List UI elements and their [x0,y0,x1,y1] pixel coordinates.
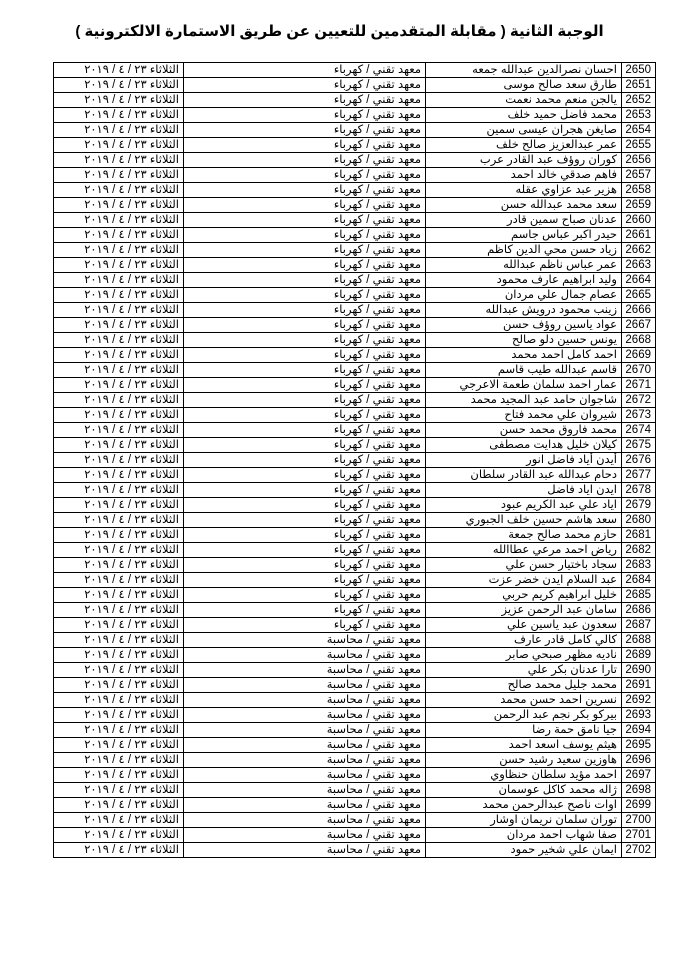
institute-cell: معهد تقني / كهرباء [184,213,426,228]
institute-cell: معهد تقني / كهرباء [184,198,426,213]
institute-cell: معهد تقني / كهرباء [184,333,426,348]
table-row [54,228,656,243]
applicant-name-cell: قاسم عبدالله طيب قاسم [426,363,622,378]
row-number-cell: 2664 [622,273,656,288]
row-number-cell: 2697 [622,768,656,783]
row-number-cell: 2696 [622,753,656,768]
applicant-name-cell: ژاله محمد كاكل عوسمان [426,783,622,798]
interview-date-cell: الثلاثاء ٢٣ / ٤ / ٢٠١٩ [54,633,184,648]
row-number-cell: 2655 [622,138,656,153]
row-number-cell: 2700 [622,813,656,828]
institute-cell: معهد تقني / كهرباء [184,573,426,588]
interview-date-cell: الثلاثاء ٢٣ / ٤ / ٢٠١٩ [54,498,184,513]
institute-cell: معهد تقني / محاسبة [184,693,426,708]
interview-date-cell: الثلاثاء ٢٣ / ٤ / ٢٠١٩ [54,783,184,798]
interview-date-cell: الثلاثاء ٢٣ / ٤ / ٢٠١٩ [54,168,184,183]
row-number-cell: 2656 [622,153,656,168]
table-row [54,828,656,843]
interview-date-cell: الثلاثاء ٢٣ / ٤ / ٢٠١٩ [54,648,184,663]
interview-date-cell: الثلاثاء ٢٣ / ٤ / ٢٠١٩ [54,843,184,858]
table-row [54,633,656,648]
institute-cell: معهد تقني / كهرباء [184,363,426,378]
institute-cell: معهد تقني / كهرباء [184,588,426,603]
applicant-name-cell: عواد ياسين روؤف حسن [426,318,622,333]
interview-date-cell: الثلاثاء ٢٣ / ٤ / ٢٠١٩ [54,363,184,378]
institute-cell: معهد تقني / كهرباء [184,528,426,543]
institute-cell: معهد تقني / كهرباء [184,168,426,183]
table-row [54,243,656,258]
row-number-cell: 2654 [622,123,656,138]
row-number-cell: 2667 [622,318,656,333]
row-number-cell: 2662 [622,243,656,258]
interview-date-cell: الثلاثاء ٢٣ / ٤ / ٢٠١٩ [54,303,184,318]
interview-date-cell: الثلاثاء ٢٣ / ٤ / ٢٠١٩ [54,93,184,108]
interview-date-cell: الثلاثاء ٢٣ / ٤ / ٢٠١٩ [54,708,184,723]
interview-date-cell: الثلاثاء ٢٣ / ٤ / ٢٠١٩ [54,573,184,588]
table-row [54,123,656,138]
institute-cell: معهد تقني / محاسبة [184,648,426,663]
table-row [54,213,656,228]
table-row [54,408,656,423]
interview-date-cell: الثلاثاء ٢٣ / ٤ / ٢٠١٩ [54,693,184,708]
row-number-cell: 2652 [622,93,656,108]
institute-cell: معهد تقني / كهرباء [184,513,426,528]
interview-date-cell: الثلاثاء ٢٣ / ٤ / ٢٠١٩ [54,138,184,153]
applicant-name-cell: اوات ناصح عبدالرحمن محمد [426,798,622,813]
applicant-name-cell: سعد محمد عبدالله حسن [426,198,622,213]
table-row [54,108,656,123]
institute-cell: معهد تقني / محاسبة [184,723,426,738]
row-number-cell: 2660 [622,213,656,228]
applicant-name-cell: طارق سعد صالح موسى [426,78,622,93]
applicant-name-cell: ايمان علي شخير حمود [426,843,622,858]
interview-date-cell: الثلاثاء ٢٣ / ٤ / ٢٠١٩ [54,678,184,693]
interview-date-cell: الثلاثاء ٢٣ / ٤ / ٢٠١٩ [54,378,184,393]
row-number-cell: 2681 [622,528,656,543]
row-number-cell: 2673 [622,408,656,423]
institute-cell: معهد تقني / محاسبة [184,768,426,783]
table-row [54,453,656,468]
table-row [54,63,656,78]
applicant-name-cell: سامان عبد الرحمن عزيز [426,603,622,618]
table-row [54,393,656,408]
row-number-cell: 2685 [622,588,656,603]
interview-date-cell: الثلاثاء ٢٣ / ٤ / ٢٠١٩ [54,108,184,123]
interview-date-cell: الثلاثاء ٢٣ / ٤ / ٢٠١٩ [54,453,184,468]
institute-cell: معهد تقني / محاسبة [184,633,426,648]
institute-cell: معهد تقني / كهرباء [184,393,426,408]
institute-cell: معهد تقني / كهرباء [184,93,426,108]
interview-date-cell: الثلاثاء ٢٣ / ٤ / ٢٠١٩ [54,528,184,543]
applicant-name-cell: كيلان خليل هدايت مصطفى [426,438,622,453]
applicant-name-cell: احمد كامل احمد محمد [426,348,622,363]
applicant-name-cell: احسان نصرالدين عبدالله جمعه [426,63,622,78]
interview-date-cell: الثلاثاء ٢٣ / ٤ / ٢٠١٩ [54,153,184,168]
institute-cell: معهد تقني / كهرباء [184,423,426,438]
interview-date-cell: الثلاثاء ٢٣ / ٤ / ٢٠١٩ [54,63,184,78]
applicant-name-cell: صفا شهاب احمد مردان [426,828,622,843]
interview-date-cell: الثلاثاء ٢٣ / ٤ / ٢٠١٩ [54,723,184,738]
table-row [54,318,656,333]
interview-date-cell: الثلاثاء ٢٣ / ٤ / ٢٠١٩ [54,348,184,363]
applicant-name-cell: زينب محمود درويش عبدالله [426,303,622,318]
table-row [54,708,656,723]
institute-cell: معهد تقني / محاسبة [184,828,426,843]
table-row [54,258,656,273]
applicant-name-cell: عدنان صباح سمين قادر [426,213,622,228]
institute-cell: معهد تقني / كهرباء [184,258,426,273]
institute-cell: معهد تقني / محاسبة [184,843,426,858]
interview-date-cell: الثلاثاء ٢٣ / ٤ / ٢٠١٩ [54,618,184,633]
applicant-name-cell: يونس حسين دلو صالح [426,333,622,348]
interview-date-cell: الثلاثاء ٢٣ / ٤ / ٢٠١٩ [54,78,184,93]
interview-date-cell: الثلاثاء ٢٣ / ٤ / ٢٠١٩ [54,273,184,288]
interview-date-cell: الثلاثاء ٢٣ / ٤ / ٢٠١٩ [54,408,184,423]
row-number-cell: 2694 [622,723,656,738]
table-row [54,678,656,693]
table-row [54,468,656,483]
table-row [54,528,656,543]
applicant-name-cell: احمد مؤيد سلطان حنظاوي [426,768,622,783]
table-row [54,693,656,708]
row-number-cell: 2701 [622,828,656,843]
applicant-name-cell: ايدن اياد فاضل [426,483,622,498]
row-number-cell: 2690 [622,663,656,678]
interview-date-cell: الثلاثاء ٢٣ / ٤ / ٢٠١٩ [54,483,184,498]
interview-date-cell: الثلاثاء ٢٣ / ٤ / ٢٠١٩ [54,123,184,138]
institute-cell: معهد تقني / كهرباء [184,483,426,498]
institute-cell: معهد تقني / محاسبة [184,738,426,753]
table-row [54,153,656,168]
page-title: الوجبة الثانية ( مقابلة المتقدمين للتعيين عن طريق الاستمارة الالكترونية ) [75,23,604,40]
row-number-cell: 2666 [622,303,656,318]
table-row [54,648,656,663]
applicant-name-cell: تارا عدنان بكر علي [426,663,622,678]
applicant-name-cell: عبد السلام ايدن خضر عزت [426,573,622,588]
applicant-name-cell: حيدر اكبر عباس جاسم [426,228,622,243]
row-number-cell: 2650 [622,63,656,78]
table-row [54,723,656,738]
institute-cell: معهد تقني / كهرباء [184,378,426,393]
table-row [54,798,656,813]
table-row [54,783,656,798]
table-row [54,168,656,183]
row-number-cell: 2693 [622,708,656,723]
applicant-name-cell: عصام جمال علي مردان [426,288,622,303]
interview-date-cell: الثلاثاء ٢٣ / ٤ / ٢٠١٩ [54,288,184,303]
table-row [54,303,656,318]
table-row [54,93,656,108]
row-number-cell: 2679 [622,498,656,513]
row-number-cell: 2678 [622,483,656,498]
interview-date-cell: الثلاثاء ٢٣ / ٤ / ٢٠١٩ [54,258,184,273]
table-row [54,273,656,288]
institute-cell: معهد تقني / محاسبة [184,813,426,828]
applicant-name-cell: خليل ابراهيم كريم حربي [426,588,622,603]
institute-cell: معهد تقني / محاسبة [184,663,426,678]
applicant-name-cell: دحام عبدالله عبد القادر سلطان [426,468,622,483]
table-row [54,348,656,363]
institute-cell: معهد تقني / محاسبة [184,708,426,723]
interview-date-cell: الثلاثاء ٢٣ / ٤ / ٢٠١٩ [54,183,184,198]
row-number-cell: 2682 [622,543,656,558]
institute-cell: معهد تقني / محاسبة [184,783,426,798]
institute-cell: معهد تقني / محاسبة [184,678,426,693]
institute-cell: معهد تقني / كهرباء [184,543,426,558]
table-row [54,288,656,303]
applicant-name-cell: نسرين احمد حسن محمد [426,693,622,708]
applicant-name-cell: صايغن هجران عيسى سمين [426,123,622,138]
institute-cell: معهد تقني / كهرباء [184,108,426,123]
interview-date-cell: الثلاثاء ٢٣ / ٤ / ٢٠١٩ [54,558,184,573]
interview-date-cell: الثلاثاء ٢٣ / ٤ / ٢٠١٩ [54,588,184,603]
institute-cell: معهد تقني / كهرباء [184,153,426,168]
row-number-cell: 2695 [622,738,656,753]
row-number-cell: 2674 [622,423,656,438]
table-row [54,333,656,348]
table-row [54,738,656,753]
institute-cell: معهد تقني / كهرباء [184,408,426,423]
table-row [54,183,656,198]
interview-date-cell: الثلاثاء ٢٣ / ٤ / ٢٠١٩ [54,213,184,228]
applicant-name-cell: ناديه مظهر صبحي صابر [426,648,622,663]
row-number-cell: 2692 [622,693,656,708]
applicant-name-cell: يالجن منعم محمد نعمت [426,93,622,108]
table-row [54,438,656,453]
interview-date-cell: الثلاثاء ٢٣ / ٤ / ٢٠١٩ [54,603,184,618]
applicant-name-cell: رياض احمد مرعي عطاالله [426,543,622,558]
row-number-cell: 2689 [622,648,656,663]
applicant-name-cell: هيثم يوسف اسعد احمد [426,738,622,753]
row-number-cell: 2691 [622,678,656,693]
row-number-cell: 2651 [622,78,656,93]
institute-cell: معهد تقني / كهرباء [184,603,426,618]
applicant-name-cell: جيا نامق حمة رضا [426,723,622,738]
row-number-cell: 2668 [622,333,656,348]
interview-date-cell: الثلاثاء ٢٣ / ٤ / ٢٠١٩ [54,813,184,828]
applicant-name-cell: عمر عباس ناظم عبدالله [426,258,622,273]
institute-cell: معهد تقني / كهرباء [184,273,426,288]
interview-date-cell: الثلاثاء ٢٣ / ٤ / ٢٠١٩ [54,663,184,678]
interview-date-cell: الثلاثاء ٢٣ / ٤ / ٢٠١٩ [54,468,184,483]
applicant-name-cell: شيروان علي محمد فتاح [426,408,622,423]
row-number-cell: 2663 [622,258,656,273]
applicant-name-cell: كالي كامل قادر عارف [426,633,622,648]
table-row [54,588,656,603]
table-row [54,378,656,393]
interview-date-cell: الثلاثاء ٢٣ / ٤ / ٢٠١٩ [54,768,184,783]
institute-cell: معهد تقني / محاسبة [184,798,426,813]
row-number-cell: 2684 [622,573,656,588]
applicant-name-cell: كوران روؤف عبد القادر عرب [426,153,622,168]
row-number-cell: 2669 [622,348,656,363]
row-number-cell: 2698 [622,783,656,798]
interview-date-cell: الثلاثاء ٢٣ / ٤ / ٢٠١٩ [54,423,184,438]
interview-date-cell: الثلاثاء ٢٣ / ٤ / ٢٠١٩ [54,828,184,843]
applicant-name-cell: زياد حسن محي الدين كاظم [426,243,622,258]
candidates-table-body [54,63,656,858]
row-number-cell: 2702 [622,843,656,858]
institute-cell: معهد تقني / كهرباء [184,348,426,363]
interview-date-cell: الثلاثاء ٢٣ / ٤ / ٢٠١٩ [54,438,184,453]
applicant-name-cell: فاهم صدقي خالد احمد [426,168,622,183]
row-number-cell: 2676 [622,453,656,468]
table-row [54,543,656,558]
row-number-cell: 2671 [622,378,656,393]
row-number-cell: 2658 [622,183,656,198]
institute-cell: معهد تقني / كهرباء [184,438,426,453]
institute-cell: معهد تقني / كهرباء [184,498,426,513]
applicant-name-cell: سعد هاشم حسين خلف الجبوري [426,513,622,528]
institute-cell: معهد تقني / كهرباء [184,468,426,483]
interview-date-cell: الثلاثاء ٢٣ / ٤ / ٢٠١٩ [54,228,184,243]
interview-date-cell: الثلاثاء ٢٣ / ٤ / ٢٠١٩ [54,333,184,348]
applicant-name-cell: محمد جليل محمد صالح [426,678,622,693]
interview-date-cell: الثلاثاء ٢٣ / ٤ / ٢٠١٩ [54,198,184,213]
applicant-name-cell: عمر عبدالعزيز صالح خلف [426,138,622,153]
table-row [54,843,656,858]
institute-cell: معهد تقني / كهرباء [184,183,426,198]
table-row [54,78,656,93]
applicant-name-cell: محمد فاروق محمد حسن [426,423,622,438]
applicant-name-cell: بيركو بكر نجم عبد الرحمن [426,708,622,723]
table-row [54,558,656,573]
institute-cell: معهد تقني / كهرباء [184,453,426,468]
table-row [54,363,656,378]
applicant-name-cell: محمد فاضل حميد خلف [426,108,622,123]
table-row [54,573,656,588]
interview-date-cell: الثلاثاء ٢٣ / ٤ / ٢٠١٩ [54,393,184,408]
applicant-name-cell: سعدون عبد ياسين علي [426,618,622,633]
table-row [54,753,656,768]
table-row [54,198,656,213]
institute-cell: معهد تقني / كهرباء [184,558,426,573]
row-number-cell: 2657 [622,168,656,183]
row-number-cell: 2686 [622,603,656,618]
row-number-cell: 2687 [622,618,656,633]
institute-cell: معهد تقني / كهرباء [184,618,426,633]
row-number-cell: 2677 [622,468,656,483]
row-number-cell: 2683 [622,558,656,573]
institute-cell: معهد تقني / كهرباء [184,303,426,318]
interview-date-cell: الثلاثاء ٢٣ / ٤ / ٢٠١٩ [54,543,184,558]
institute-cell: معهد تقني / كهرباء [184,288,426,303]
institute-cell: معهد تقني / كهرباء [184,123,426,138]
table-row [54,618,656,633]
interview-date-cell: الثلاثاء ٢٣ / ٤ / ٢٠١٩ [54,318,184,333]
applicant-name-cell: حازم محمد صالح جمعة [426,528,622,543]
table-row [54,513,656,528]
applicant-name-cell: أيدن أياد فاضل انور [426,453,622,468]
institute-cell: معهد تقني / كهرباء [184,138,426,153]
applicant-name-cell: شاجوان حامد عبد المجيد محمد [426,393,622,408]
table-row [54,813,656,828]
row-number-cell: 2670 [622,363,656,378]
applicant-name-cell: سجاد باختيار حسن علي [426,558,622,573]
interview-date-cell: الثلاثاء ٢٣ / ٤ / ٢٠١٩ [54,798,184,813]
table-row [54,138,656,153]
row-number-cell: 2653 [622,108,656,123]
row-number-cell: 2675 [622,438,656,453]
table-row [54,663,656,678]
row-number-cell: 2665 [622,288,656,303]
row-number-cell: 2659 [622,198,656,213]
candidates-table [53,62,656,858]
applicant-name-cell: هزير عبد عزاوي عقله [426,183,622,198]
interview-date-cell: الثلاثاء ٢٣ / ٤ / ٢٠١٩ [54,738,184,753]
institute-cell: معهد تقني / محاسبة [184,753,426,768]
institute-cell: معهد تقني / كهرباء [184,243,426,258]
applicant-name-cell: عمار احمد سلمان طعمة الاعرجي [426,378,622,393]
row-number-cell: 2688 [622,633,656,648]
row-number-cell: 2680 [622,513,656,528]
row-number-cell: 2699 [622,798,656,813]
table-row [54,498,656,513]
row-number-cell: 2672 [622,393,656,408]
applicant-name-cell: اياد علي عبد الكريم عبود [426,498,622,513]
applicant-name-cell: هاوزين سعيد رشيد حسن [426,753,622,768]
institute-cell: معهد تقني / كهرباء [184,228,426,243]
interview-date-cell: الثلاثاء ٢٣ / ٤ / ٢٠١٩ [54,243,184,258]
interview-date-cell: الثلاثاء ٢٣ / ٤ / ٢٠١٩ [54,753,184,768]
row-number-cell: 2661 [622,228,656,243]
institute-cell: معهد تقني / كهرباء [184,318,426,333]
table-row [54,423,656,438]
table-row [54,603,656,618]
table-row [54,768,656,783]
interview-date-cell: الثلاثاء ٢٣ / ٤ / ٢٠١٩ [54,513,184,528]
institute-cell: معهد تقني / كهرباء [184,63,426,78]
table-row [54,483,656,498]
institute-cell: معهد تقني / كهرباء [184,78,426,93]
applicant-name-cell: وليد ابراهيم عارف محمود [426,273,622,288]
applicant-name-cell: توران سلمان نريمان اوشار [426,813,622,828]
